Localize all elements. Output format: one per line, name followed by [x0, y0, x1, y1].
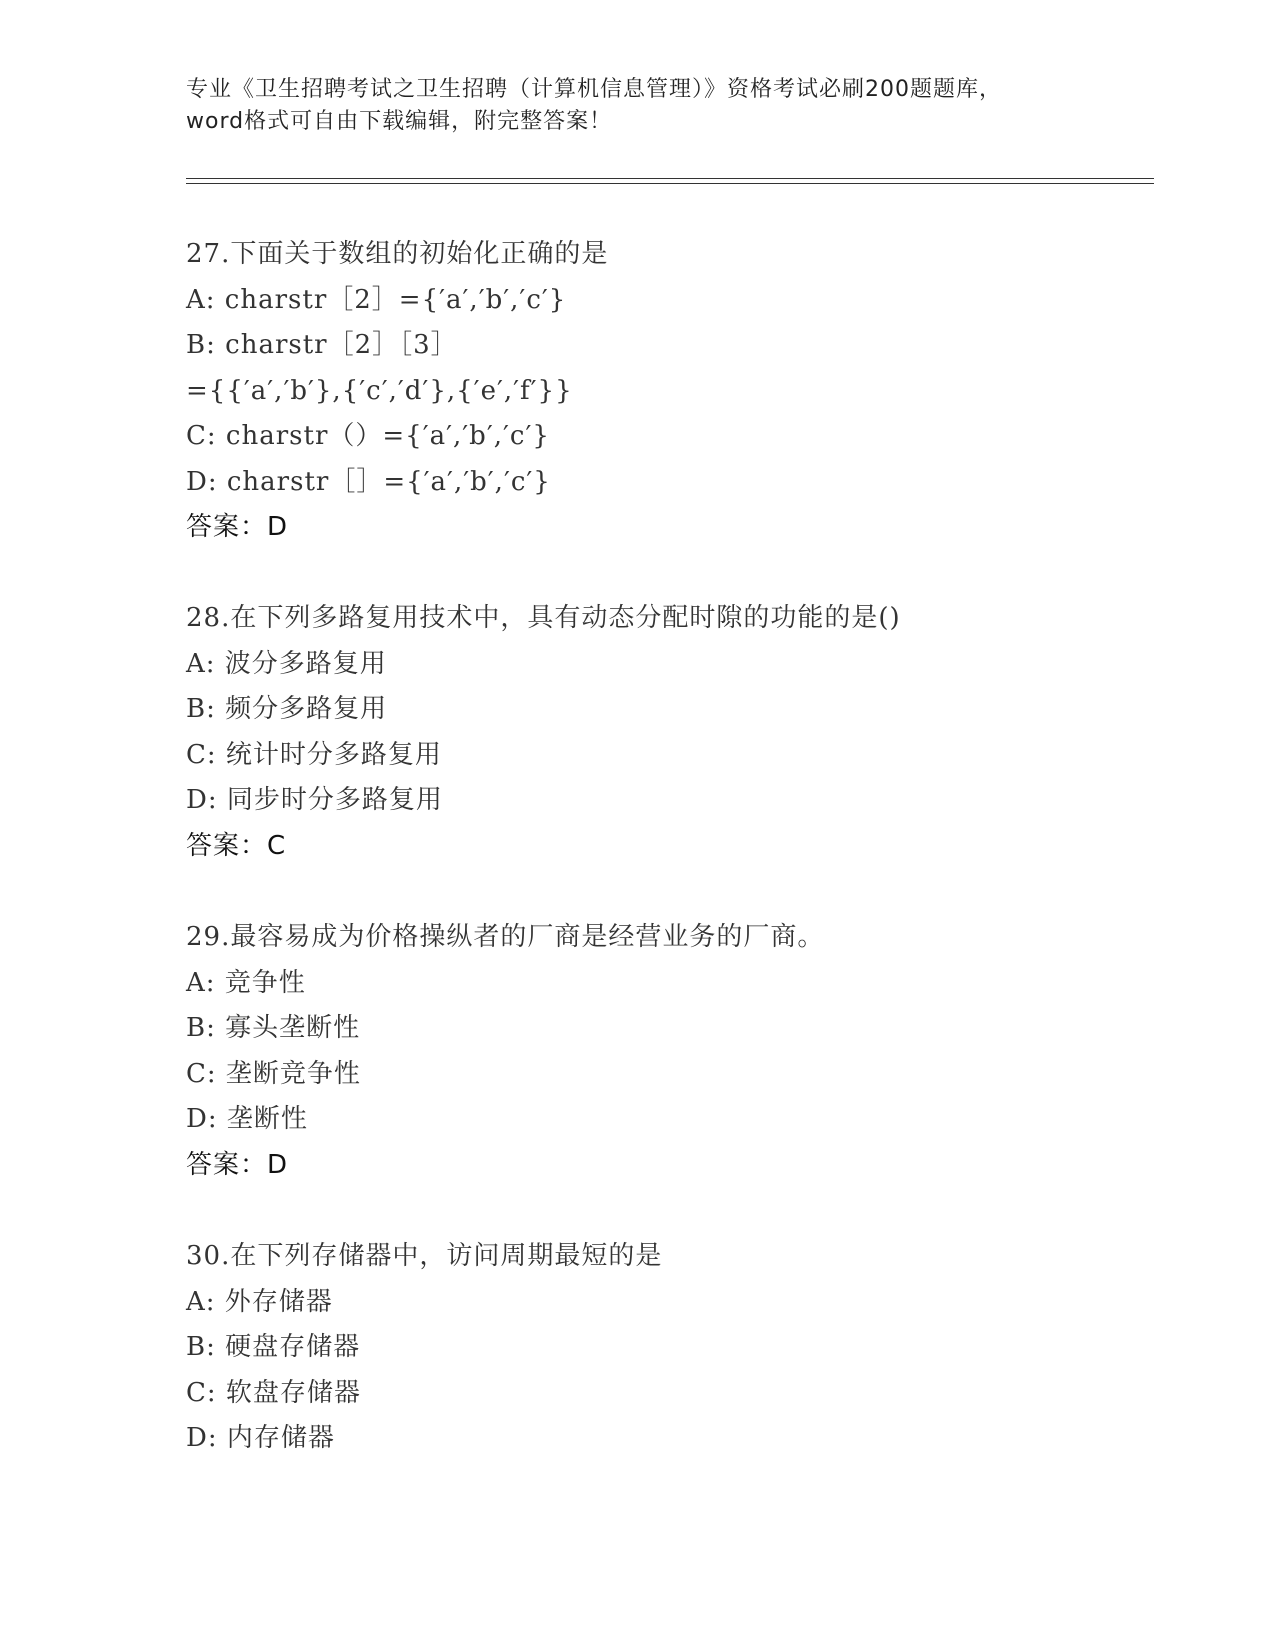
- option-c: C: charstr（）={′a′,′b′,′c′}: [186, 421, 550, 451]
- header-line-2: word格式可自由下载编辑，附完整答案！: [186, 109, 613, 134]
- option-d: D: charstr［］={′a′,′b′,′c′}: [186, 466, 551, 497]
- question-stem: 30.在下列存储器中，访问周期最短的是: [186, 1241, 663, 1271]
- option-a: A: 波分多路复用: [186, 648, 387, 679]
- option-c: C: 软盘存储器: [186, 1377, 361, 1408]
- answer-line: 答案：D: [186, 512, 289, 542]
- header-divider-bottom: [186, 183, 1154, 184]
- question-30: [186, 1234, 1146, 1462]
- option-a: A: charstr［2］={′a′,′b′,′c′}: [186, 284, 567, 315]
- option-c: C: 垄断竞争性: [186, 1058, 361, 1089]
- option-d: D: 内存储器: [186, 1423, 335, 1453]
- question-stem: 28.在下列多路复用技术中，具有动态分配时隙的功能的是(): [186, 603, 901, 633]
- option-a: A: 竞争性: [186, 967, 306, 998]
- option-b: B: 硬盘存储器: [186, 1332, 361, 1362]
- question-stem: 29.最容易成为价格操纵者的厂商是经营业务的厂商。: [186, 922, 825, 952]
- option-b: B: 频分多路复用: [186, 694, 388, 724]
- option-b-continued: ={{′a′,′b′},{′c′,′d′},{′e′,′f′}}: [186, 375, 573, 406]
- option-b: B: charstr［2］［3］: [186, 330, 458, 360]
- option-d: D: 垄断性: [186, 1104, 308, 1134]
- document-header: [186, 74, 1086, 138]
- question-27: [186, 232, 1146, 551]
- question-28: [186, 596, 1146, 869]
- header-line-1: 专业《卫生招聘考试之卫生招聘（计算机信息管理）》资格考试必刷200题题库，: [186, 77, 1002, 102]
- question-29: [186, 915, 1146, 1188]
- answer-line: 答案：D: [186, 1149, 289, 1180]
- answer-line: 答案：C: [186, 830, 287, 861]
- option-a: A: 外存储器: [186, 1286, 333, 1317]
- option-b: B: 寡头垄断性: [186, 1013, 361, 1043]
- header-divider-top: [186, 178, 1154, 179]
- option-d: D: 同步时分多路复用: [186, 785, 443, 815]
- option-c: C: 统计时分多路复用: [186, 739, 442, 770]
- question-stem: 27.下面关于数组的初始化正确的是: [186, 239, 609, 269]
